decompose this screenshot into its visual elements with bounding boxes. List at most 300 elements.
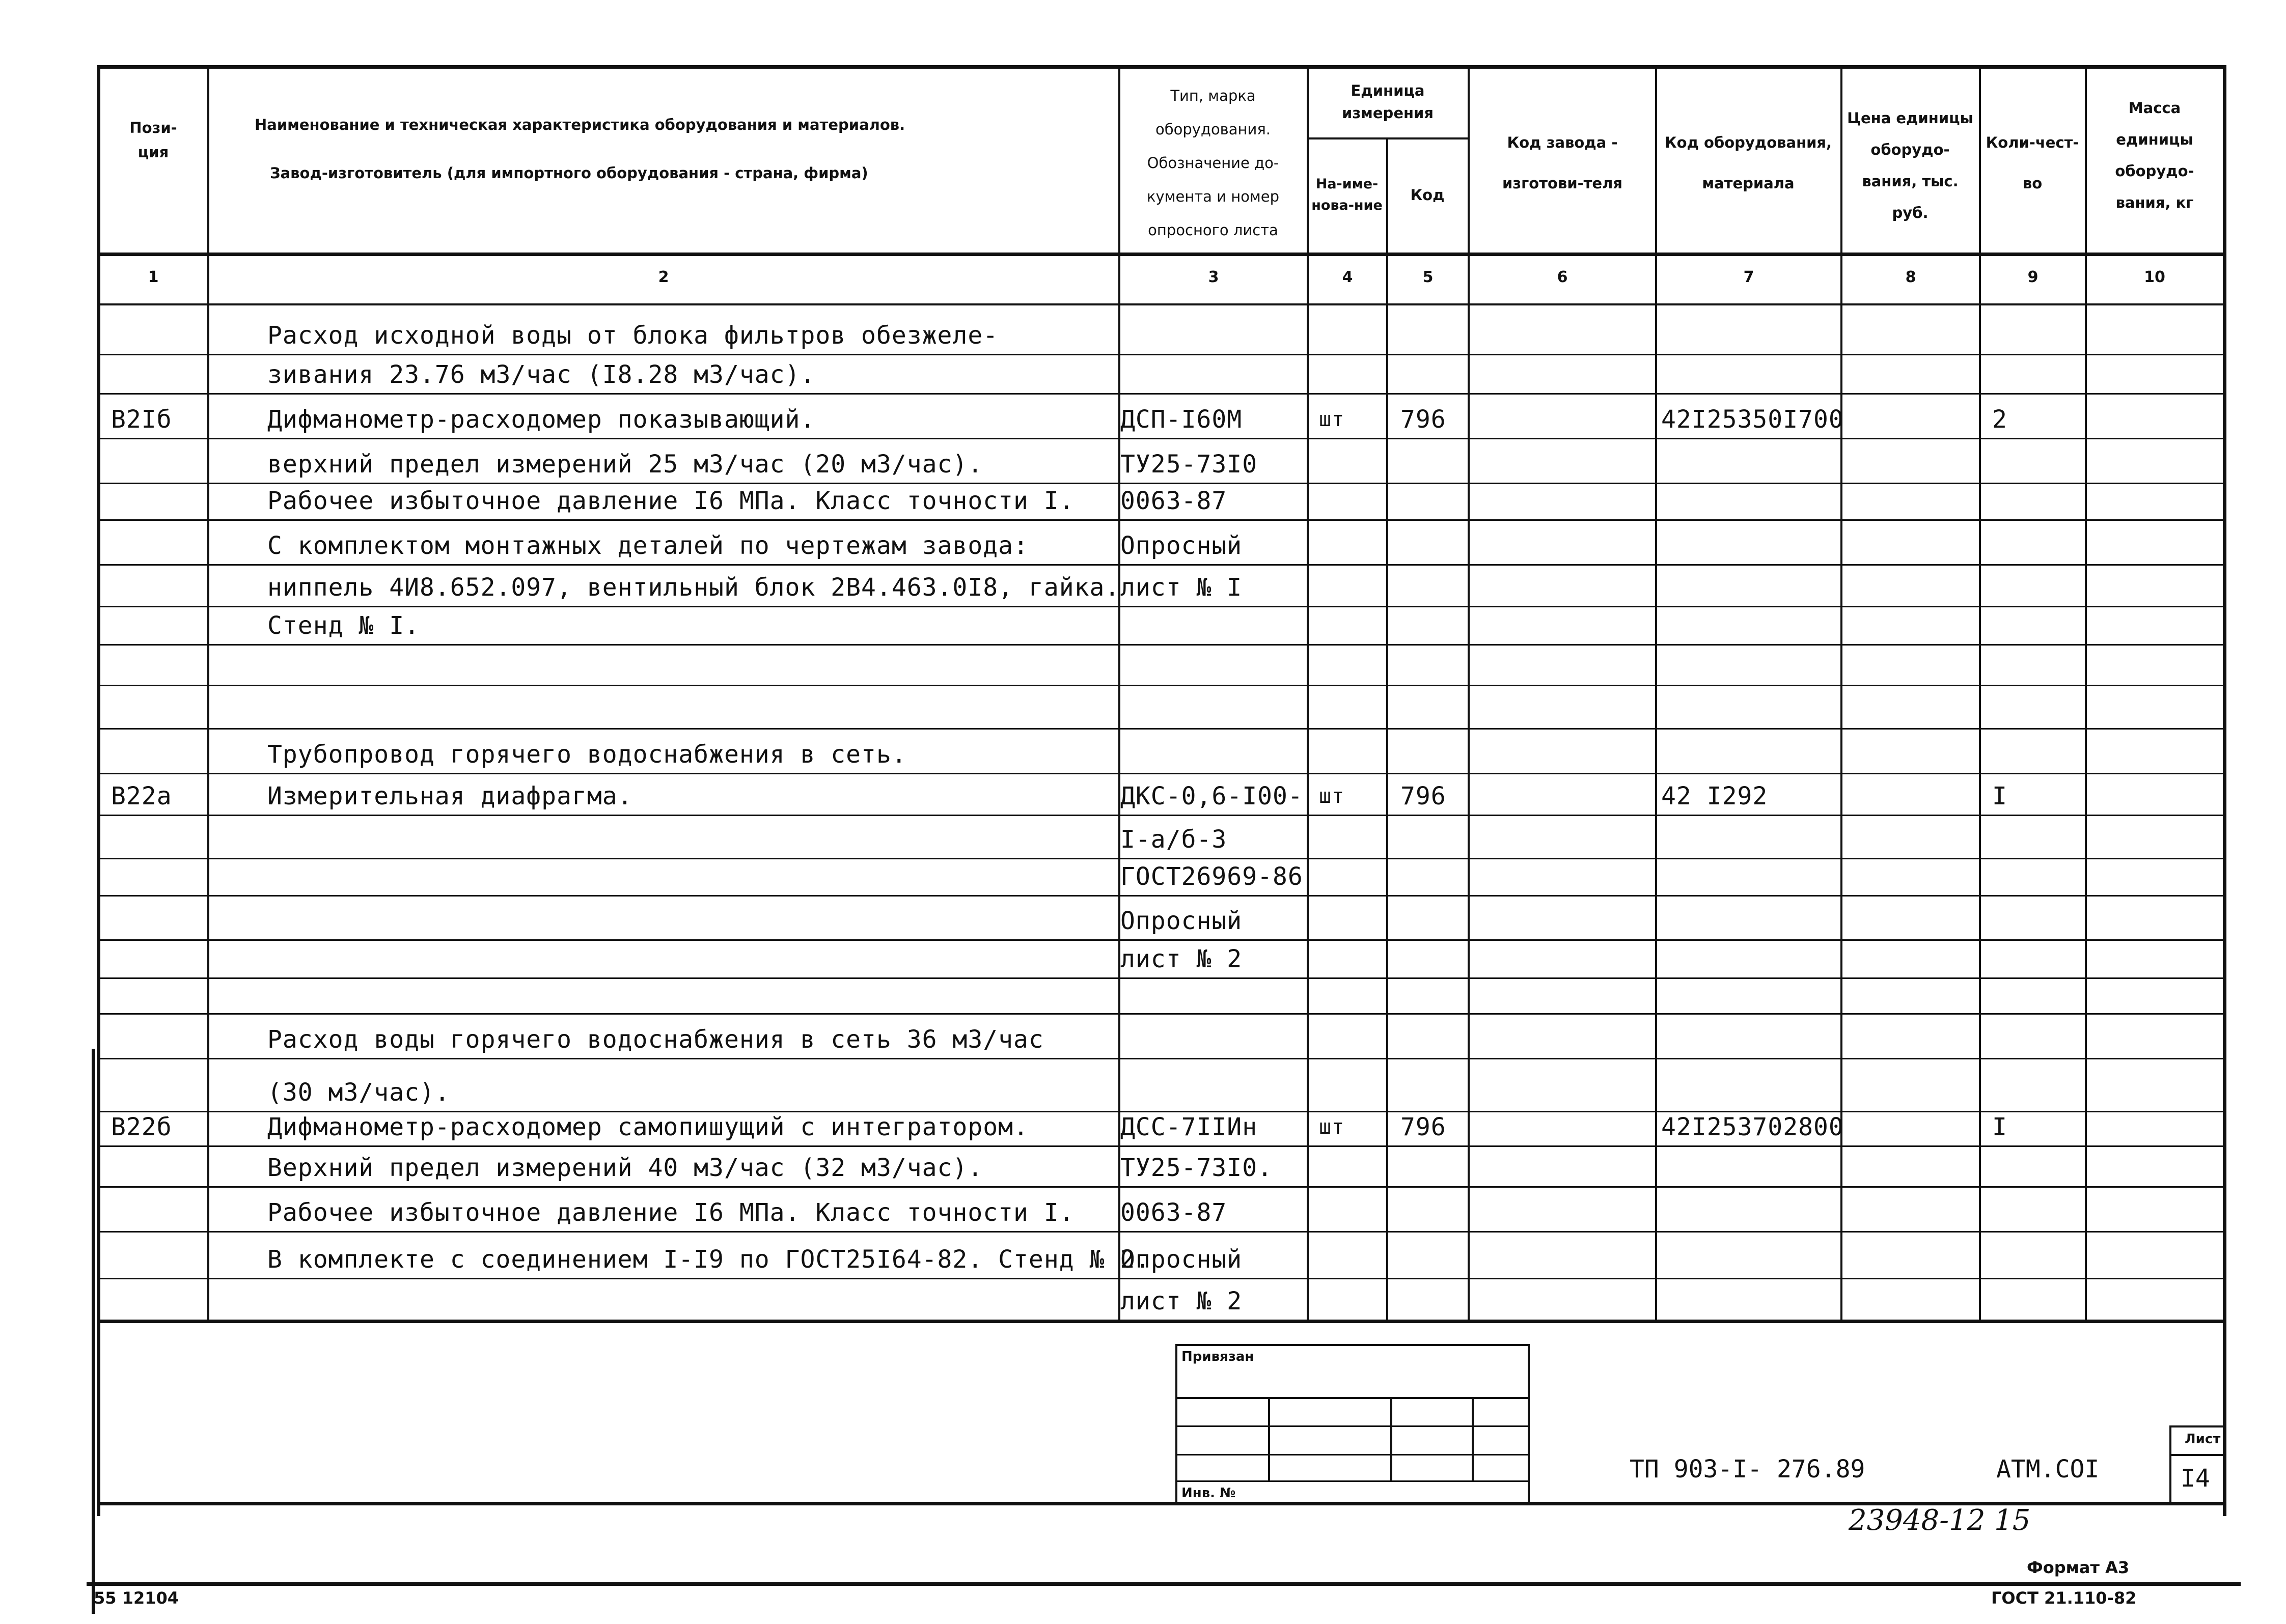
row-rule <box>1468 519 1655 521</box>
row-rule <box>1386 977 1468 979</box>
row-rule <box>207 895 1118 897</box>
row-rule <box>1468 773 1655 774</box>
row-rule <box>1118 564 1307 566</box>
row-rule <box>1840 1145 1979 1147</box>
cell-qty: I <box>1992 782 2007 810</box>
row-rule <box>1655 354 1840 355</box>
row-rule <box>1386 895 1468 897</box>
sheet-box-top <box>2170 1425 2224 1427</box>
cell-name: Расход воды горячего водоснабжения в сеть 36 м3/час <box>267 1025 1044 1054</box>
row-rule <box>1979 1186 2085 1188</box>
row-rule <box>1118 895 1307 897</box>
stamp-mark: АТМ.СОI <box>1996 1455 2100 1483</box>
cell-type: ДСС-7IIИн <box>1120 1113 1258 1141</box>
row-rule <box>1386 438 1468 439</box>
row-rule <box>1386 564 1468 566</box>
row-rule <box>1468 393 1655 395</box>
row-rule <box>1979 685 2085 686</box>
row-rule <box>1979 393 2085 395</box>
row-rule <box>1468 977 1655 979</box>
row-rule <box>1840 977 1979 979</box>
col-sep-5 <box>1468 65 1470 1321</box>
header-name-line2: Завод-изготовитель (для импортного оборудования - страна, фирма) <box>270 164 868 182</box>
stamp-sheet-number: I4 <box>2181 1464 2210 1493</box>
colnum-1: 1 <box>148 268 159 286</box>
row-rule <box>1118 644 1307 646</box>
row-rule <box>98 977 207 979</box>
row-rule <box>1468 354 1655 355</box>
row-rule <box>1979 858 2085 859</box>
row-rule <box>2085 606 2224 607</box>
row-rule <box>1979 438 2085 439</box>
row-rule <box>98 606 207 607</box>
row-rule <box>1118 606 1307 607</box>
row-rule <box>1118 685 1307 686</box>
cell-type: Опросный <box>1120 907 1243 935</box>
cell-name: Расход исходной воды от блока фильтров обезжеле- <box>267 321 999 350</box>
row-rule <box>98 1186 207 1188</box>
colnum-2: 2 <box>658 268 669 286</box>
row-rule <box>207 438 1118 439</box>
colnum-7: 7 <box>1743 268 1754 286</box>
row-rule <box>1307 1231 1386 1233</box>
row-rule <box>1840 1186 1979 1188</box>
cell-name: зивания 23.76 м3/час (I8.28 м3/час). <box>267 360 816 389</box>
row-rule <box>1979 977 2085 979</box>
colnum-8: 8 <box>1905 268 1916 286</box>
row-rule <box>1655 977 1840 979</box>
row-rule <box>1655 939 1840 941</box>
row-rule <box>1840 1111 1979 1112</box>
header-price: Цена единицы оборудо-вания, тыс. руб. <box>1847 109 1973 221</box>
row-rule <box>1386 1231 1468 1233</box>
row-rule <box>1118 438 1307 439</box>
row-rule <box>1655 685 1840 686</box>
header-bottom <box>98 253 2226 256</box>
unit-header-split <box>1307 137 1469 139</box>
row-rule <box>1655 728 1840 730</box>
row-rule <box>98 564 207 566</box>
row-rule <box>1840 815 1979 816</box>
row-rule <box>1468 606 1655 607</box>
cell-unit: шт <box>1319 408 1345 431</box>
row-rule <box>1307 1145 1386 1147</box>
row-rule <box>1118 519 1307 521</box>
row-rule <box>98 773 207 774</box>
row-rule <box>1840 519 1979 521</box>
row-rule <box>1655 483 1840 484</box>
row-rule <box>1655 858 1840 859</box>
footer-gost: ГОСТ 21.110-82 <box>1991 1588 2137 1608</box>
row-rule <box>1468 858 1655 859</box>
stamp-document-code: ТП 903-I- 276.89 <box>1630 1455 1865 1483</box>
row-rule <box>1468 1278 1655 1279</box>
cell-pos: В22а <box>111 782 172 810</box>
row-rule <box>1386 815 1468 816</box>
row-rule <box>1118 773 1307 774</box>
stamp-div3 <box>1472 1397 1474 1480</box>
col-sep-3 <box>1307 65 1309 1321</box>
row-rule <box>207 393 1118 395</box>
row-rule <box>1386 1013 1468 1015</box>
row-rule <box>1468 939 1655 941</box>
header-name-line1: Наименование и техническая характеристика оборудования и материалов. <box>255 116 905 133</box>
header-type: Тип, марка оборудования. Обозначение до-кумента и номер опросного листа <box>1146 87 1280 239</box>
cell-name: Стенд № I. <box>267 611 420 640</box>
row-rule <box>1840 1058 1979 1059</box>
cell-name: Рабочее избыточное давление I6 МПа. Класс точности I. <box>267 487 1075 515</box>
sheet-box-left <box>2169 1425 2171 1503</box>
row-rule <box>207 1231 1118 1233</box>
header-mass: Масса единицы оборудо-вания, кг <box>2115 99 2194 211</box>
row-rule <box>1840 858 1979 859</box>
row-rule <box>207 939 1118 941</box>
row-rule <box>1468 895 1655 897</box>
row-rule <box>1655 519 1840 521</box>
row-rule <box>1118 1186 1307 1188</box>
row-rule <box>1655 438 1840 439</box>
colnum-bottom <box>98 303 2226 305</box>
row-rule <box>2085 977 2224 979</box>
row-rule <box>1655 393 1840 395</box>
header-unit: Единица измерения <box>1342 82 1434 122</box>
row-rule <box>98 354 207 355</box>
row-rule <box>1386 644 1468 646</box>
row-rule <box>207 483 1118 484</box>
row-rule <box>1307 1058 1386 1059</box>
row-rule <box>1307 354 1386 355</box>
row-rule <box>1468 483 1655 484</box>
frame-right <box>2223 65 2226 1516</box>
row-rule <box>1386 939 1468 941</box>
row-rule <box>207 354 1118 355</box>
row-rule <box>207 1058 1118 1059</box>
row-rule <box>2085 644 2224 646</box>
row-rule <box>1468 1013 1655 1015</box>
cell-qty: I <box>1992 1113 2007 1141</box>
stamp-div2 <box>1390 1397 1392 1480</box>
row-rule <box>1840 564 1979 566</box>
row-rule <box>1307 815 1386 816</box>
row-rule <box>1307 393 1386 395</box>
row-rule <box>1307 438 1386 439</box>
row-rule <box>2085 858 2224 859</box>
row-rule <box>1118 939 1307 941</box>
col-sep-6 <box>1655 65 1657 1321</box>
row-rule <box>1386 1186 1468 1188</box>
row-rule <box>98 1278 207 1279</box>
row-rule <box>1655 1058 1840 1059</box>
row-rule <box>1979 644 2085 646</box>
row-rule <box>2085 1013 2224 1015</box>
cell-name: Рабочее избыточное давление I6 МПа. Класс точности I. <box>267 1198 1075 1227</box>
stamp-row3 <box>1176 1454 1529 1455</box>
row-rule <box>1468 438 1655 439</box>
cell-type: Опросный <box>1120 531 1243 560</box>
colnum-10: 10 <box>2144 268 2165 286</box>
row-rule <box>98 1058 207 1059</box>
row-rule <box>1468 685 1655 686</box>
cell-equip: 42I253702800 <box>1661 1113 1844 1141</box>
row-rule <box>2085 483 2224 484</box>
row-rule <box>207 644 1118 646</box>
row-rule <box>2085 1058 2224 1059</box>
row-rule <box>1386 1058 1468 1059</box>
row-rule <box>1840 1231 1979 1233</box>
row-rule <box>98 393 207 395</box>
row-rule <box>207 606 1118 607</box>
cell-type: ДСП-I60М <box>1120 405 1243 434</box>
row-rule <box>1979 815 2085 816</box>
row-rule <box>2085 519 2224 521</box>
row-rule <box>1307 1186 1386 1188</box>
col-sep-9 <box>2085 65 2087 1321</box>
cell-unit: шт <box>1319 785 1345 808</box>
cell-pos: В2Iб <box>111 405 172 434</box>
colnum-6: 6 <box>1557 268 1568 286</box>
row-rule <box>1118 1231 1307 1233</box>
handwritten-number: 23948-12 15 <box>1849 1504 2031 1537</box>
row-rule <box>2085 939 2224 941</box>
row-rule <box>1979 1013 2085 1015</box>
row-rule <box>1840 1278 1979 1279</box>
cell-code: 796 <box>1400 405 1446 434</box>
cell-equip: 42I25350I700 <box>1661 405 1844 434</box>
row-rule <box>2085 564 2224 566</box>
cell-name: ниппель 4И8.652.097, вентильный блок 2В4.463.0I8, гайка. <box>267 573 1120 602</box>
row-rule <box>1307 1013 1386 1015</box>
row-rule <box>1840 644 1979 646</box>
row-rule <box>207 685 1118 686</box>
row-rule <box>1307 728 1386 730</box>
row-rule <box>1655 1145 1840 1147</box>
row-rule <box>98 438 207 439</box>
cell-name: С комплектом монтажных деталей по чертежам завода: <box>267 531 1029 560</box>
row-rule <box>1840 483 1979 484</box>
cell-type: лист № 2 <box>1120 1287 1243 1315</box>
row-rule <box>1468 815 1655 816</box>
row-rule <box>207 564 1118 566</box>
row-rule <box>98 644 207 646</box>
cell-name: (30 м3/час). <box>267 1078 450 1107</box>
frame-top <box>98 65 2226 69</box>
footer-left-code: 55 12104 <box>94 1588 179 1608</box>
row-rule <box>1655 606 1840 607</box>
row-rule <box>1307 483 1386 484</box>
row-rule <box>1468 1058 1655 1059</box>
row-rule <box>1979 773 2085 774</box>
row-rule <box>1307 685 1386 686</box>
row-rule <box>1979 895 2085 897</box>
row-rule <box>1118 1013 1307 1015</box>
cell-name: верхний предел измерений 25 м3/час (20 м3/час). <box>267 450 983 479</box>
row-rule <box>1118 354 1307 355</box>
row-rule <box>1655 1186 1840 1188</box>
col-sep-8 <box>1979 65 1981 1321</box>
row-rule <box>1840 393 1979 395</box>
row-rule <box>2085 1186 2224 1188</box>
row-rule <box>98 728 207 730</box>
row-rule <box>207 1013 1118 1015</box>
colnum-4: 4 <box>1342 268 1353 286</box>
row-rule <box>207 815 1118 816</box>
table-bottom <box>98 1320 2226 1323</box>
row-rule <box>1307 564 1386 566</box>
row-rule <box>98 685 207 686</box>
row-rule <box>1307 773 1386 774</box>
row-rule <box>1118 1278 1307 1279</box>
row-rule <box>1118 728 1307 730</box>
row-rule <box>1655 773 1840 774</box>
row-rule <box>1307 895 1386 897</box>
row-rule <box>1386 728 1468 730</box>
cell-name: Дифманометр-расходомер показывающий. <box>267 405 816 434</box>
row-rule <box>1840 606 1979 607</box>
row-rule <box>1307 606 1386 607</box>
header-qty: Коли-чест-во <box>1986 134 2079 192</box>
row-rule <box>1655 1013 1840 1015</box>
row-rule <box>1979 1231 2085 1233</box>
cell-type: ДКС-0,6-I00- <box>1120 782 1303 810</box>
row-rule <box>98 1013 207 1015</box>
row-rule <box>1386 1145 1468 1147</box>
row-rule <box>1307 644 1386 646</box>
row-rule <box>1979 483 2085 484</box>
cell-type: I-а/б-3 <box>1120 825 1227 854</box>
footer-format: Формат А3 <box>2027 1558 2130 1577</box>
row-rule <box>2085 815 2224 816</box>
row-rule <box>1386 685 1468 686</box>
row-rule <box>2085 354 2224 355</box>
row-rule <box>1118 393 1307 395</box>
cell-type: 0063-87 <box>1120 487 1227 515</box>
row-rule <box>207 1278 1118 1279</box>
cell-type: ГОСТ26969-86 <box>1120 862 1303 891</box>
cell-name: В комплекте с соединением I-I9 по ГОСТ25I64-82. Стенд № 2. <box>267 1245 1151 1274</box>
row-rule <box>2085 1145 2224 1147</box>
stamp-left <box>1175 1344 1177 1503</box>
stamp-div1 <box>1268 1397 1270 1480</box>
cell-equip: 42 I292 <box>1661 782 1768 810</box>
row-rule <box>207 773 1118 774</box>
cell-type: Опросный <box>1120 1245 1243 1274</box>
row-rule <box>1840 728 1979 730</box>
row-rule <box>1979 728 2085 730</box>
row-rule <box>207 977 1118 979</box>
row-rule <box>1840 895 1979 897</box>
row-rule <box>1840 773 1979 774</box>
row-rule <box>1118 815 1307 816</box>
row-rule <box>2085 438 2224 439</box>
row-rule <box>98 939 207 941</box>
cell-name: Измерительная диафрагма. <box>267 782 633 810</box>
row-rule <box>2085 895 2224 897</box>
row-rule <box>1386 519 1468 521</box>
row-rule <box>1840 354 1979 355</box>
row-rule <box>1979 1278 2085 1279</box>
cell-code: 796 <box>1400 1113 1446 1141</box>
row-rule <box>2085 393 2224 395</box>
row-rule <box>1979 939 2085 941</box>
row-rule <box>1386 393 1468 395</box>
cell-type: 0063-87 <box>1120 1198 1227 1227</box>
row-rule <box>207 1186 1118 1188</box>
cell-type: ТУ25-73I0. <box>1120 1154 1273 1182</box>
row-rule <box>2085 1111 2224 1112</box>
row-rule <box>207 858 1118 859</box>
row-rule <box>1655 815 1840 816</box>
sheet-box-mid <box>2170 1454 2224 1456</box>
cell-type: лист № I <box>1120 573 1243 602</box>
row-rule <box>98 858 207 859</box>
row-rule <box>98 483 207 484</box>
row-rule <box>98 519 207 521</box>
stamp-right <box>1528 1344 1530 1503</box>
stamp-row1 <box>1176 1397 1529 1399</box>
row-rule <box>2085 1278 2224 1279</box>
header-unit-code: Код <box>1410 186 1445 204</box>
header-unit-name: На-име-нова-ние <box>1311 176 1383 213</box>
row-rule <box>1840 685 1979 686</box>
stamp-top <box>1176 1344 1529 1346</box>
row-rule <box>1468 1145 1655 1147</box>
row-rule <box>1386 858 1468 859</box>
header-equip-code: Код оборудования, материала <box>1664 134 1832 192</box>
cell-name: Дифманометр-расходомер самопишущий с интегратором. <box>267 1113 1029 1141</box>
row-rule <box>207 728 1118 730</box>
row-rule <box>1979 564 2085 566</box>
colnum-3: 3 <box>1208 268 1219 286</box>
row-rule <box>1386 354 1468 355</box>
cell-unit: шт <box>1319 1115 1345 1139</box>
header-factory-code: Код завода - изготови-теля <box>1502 134 1623 192</box>
row-rule <box>1307 939 1386 941</box>
row-rule <box>1468 1231 1655 1233</box>
stamp-row2 <box>1176 1425 1529 1427</box>
row-rule <box>1307 1278 1386 1279</box>
cell-code: 796 <box>1400 782 1446 810</box>
cell-type: лист № 2 <box>1120 945 1243 973</box>
cell-name: Трубопровод горячего водоснабжения в сеть. <box>267 740 907 769</box>
row-rule <box>2085 1231 2224 1233</box>
row-rule <box>98 1231 207 1233</box>
col-sep-1 <box>207 65 209 1321</box>
cell-pos: В22б <box>111 1113 172 1141</box>
row-rule <box>1840 1013 1979 1015</box>
colnum-9: 9 <box>2027 268 2039 286</box>
row-rule <box>1118 483 1307 484</box>
row-rule <box>1307 858 1386 859</box>
stamp-inv-no: Инв. № <box>1181 1486 1236 1501</box>
colnum-5: 5 <box>1422 268 1434 286</box>
row-rule <box>1655 644 1840 646</box>
row-rule <box>1307 977 1386 979</box>
row-rule <box>207 519 1118 521</box>
cell-type: ТУ25-73I0 <box>1120 450 1258 479</box>
row-rule <box>1840 438 1979 439</box>
row-rule <box>1118 1058 1307 1059</box>
left-binding-line <box>92 1049 95 1614</box>
row-rule <box>1386 773 1468 774</box>
row-rule <box>1386 483 1468 484</box>
row-rule <box>1979 606 2085 607</box>
row-rule <box>1979 1058 2085 1059</box>
row-rule <box>1468 728 1655 730</box>
row-rule <box>1118 1145 1307 1147</box>
header-position: Пози- ция <box>129 119 177 161</box>
row-rule <box>1979 354 2085 355</box>
row-rule <box>1979 1145 2085 1147</box>
